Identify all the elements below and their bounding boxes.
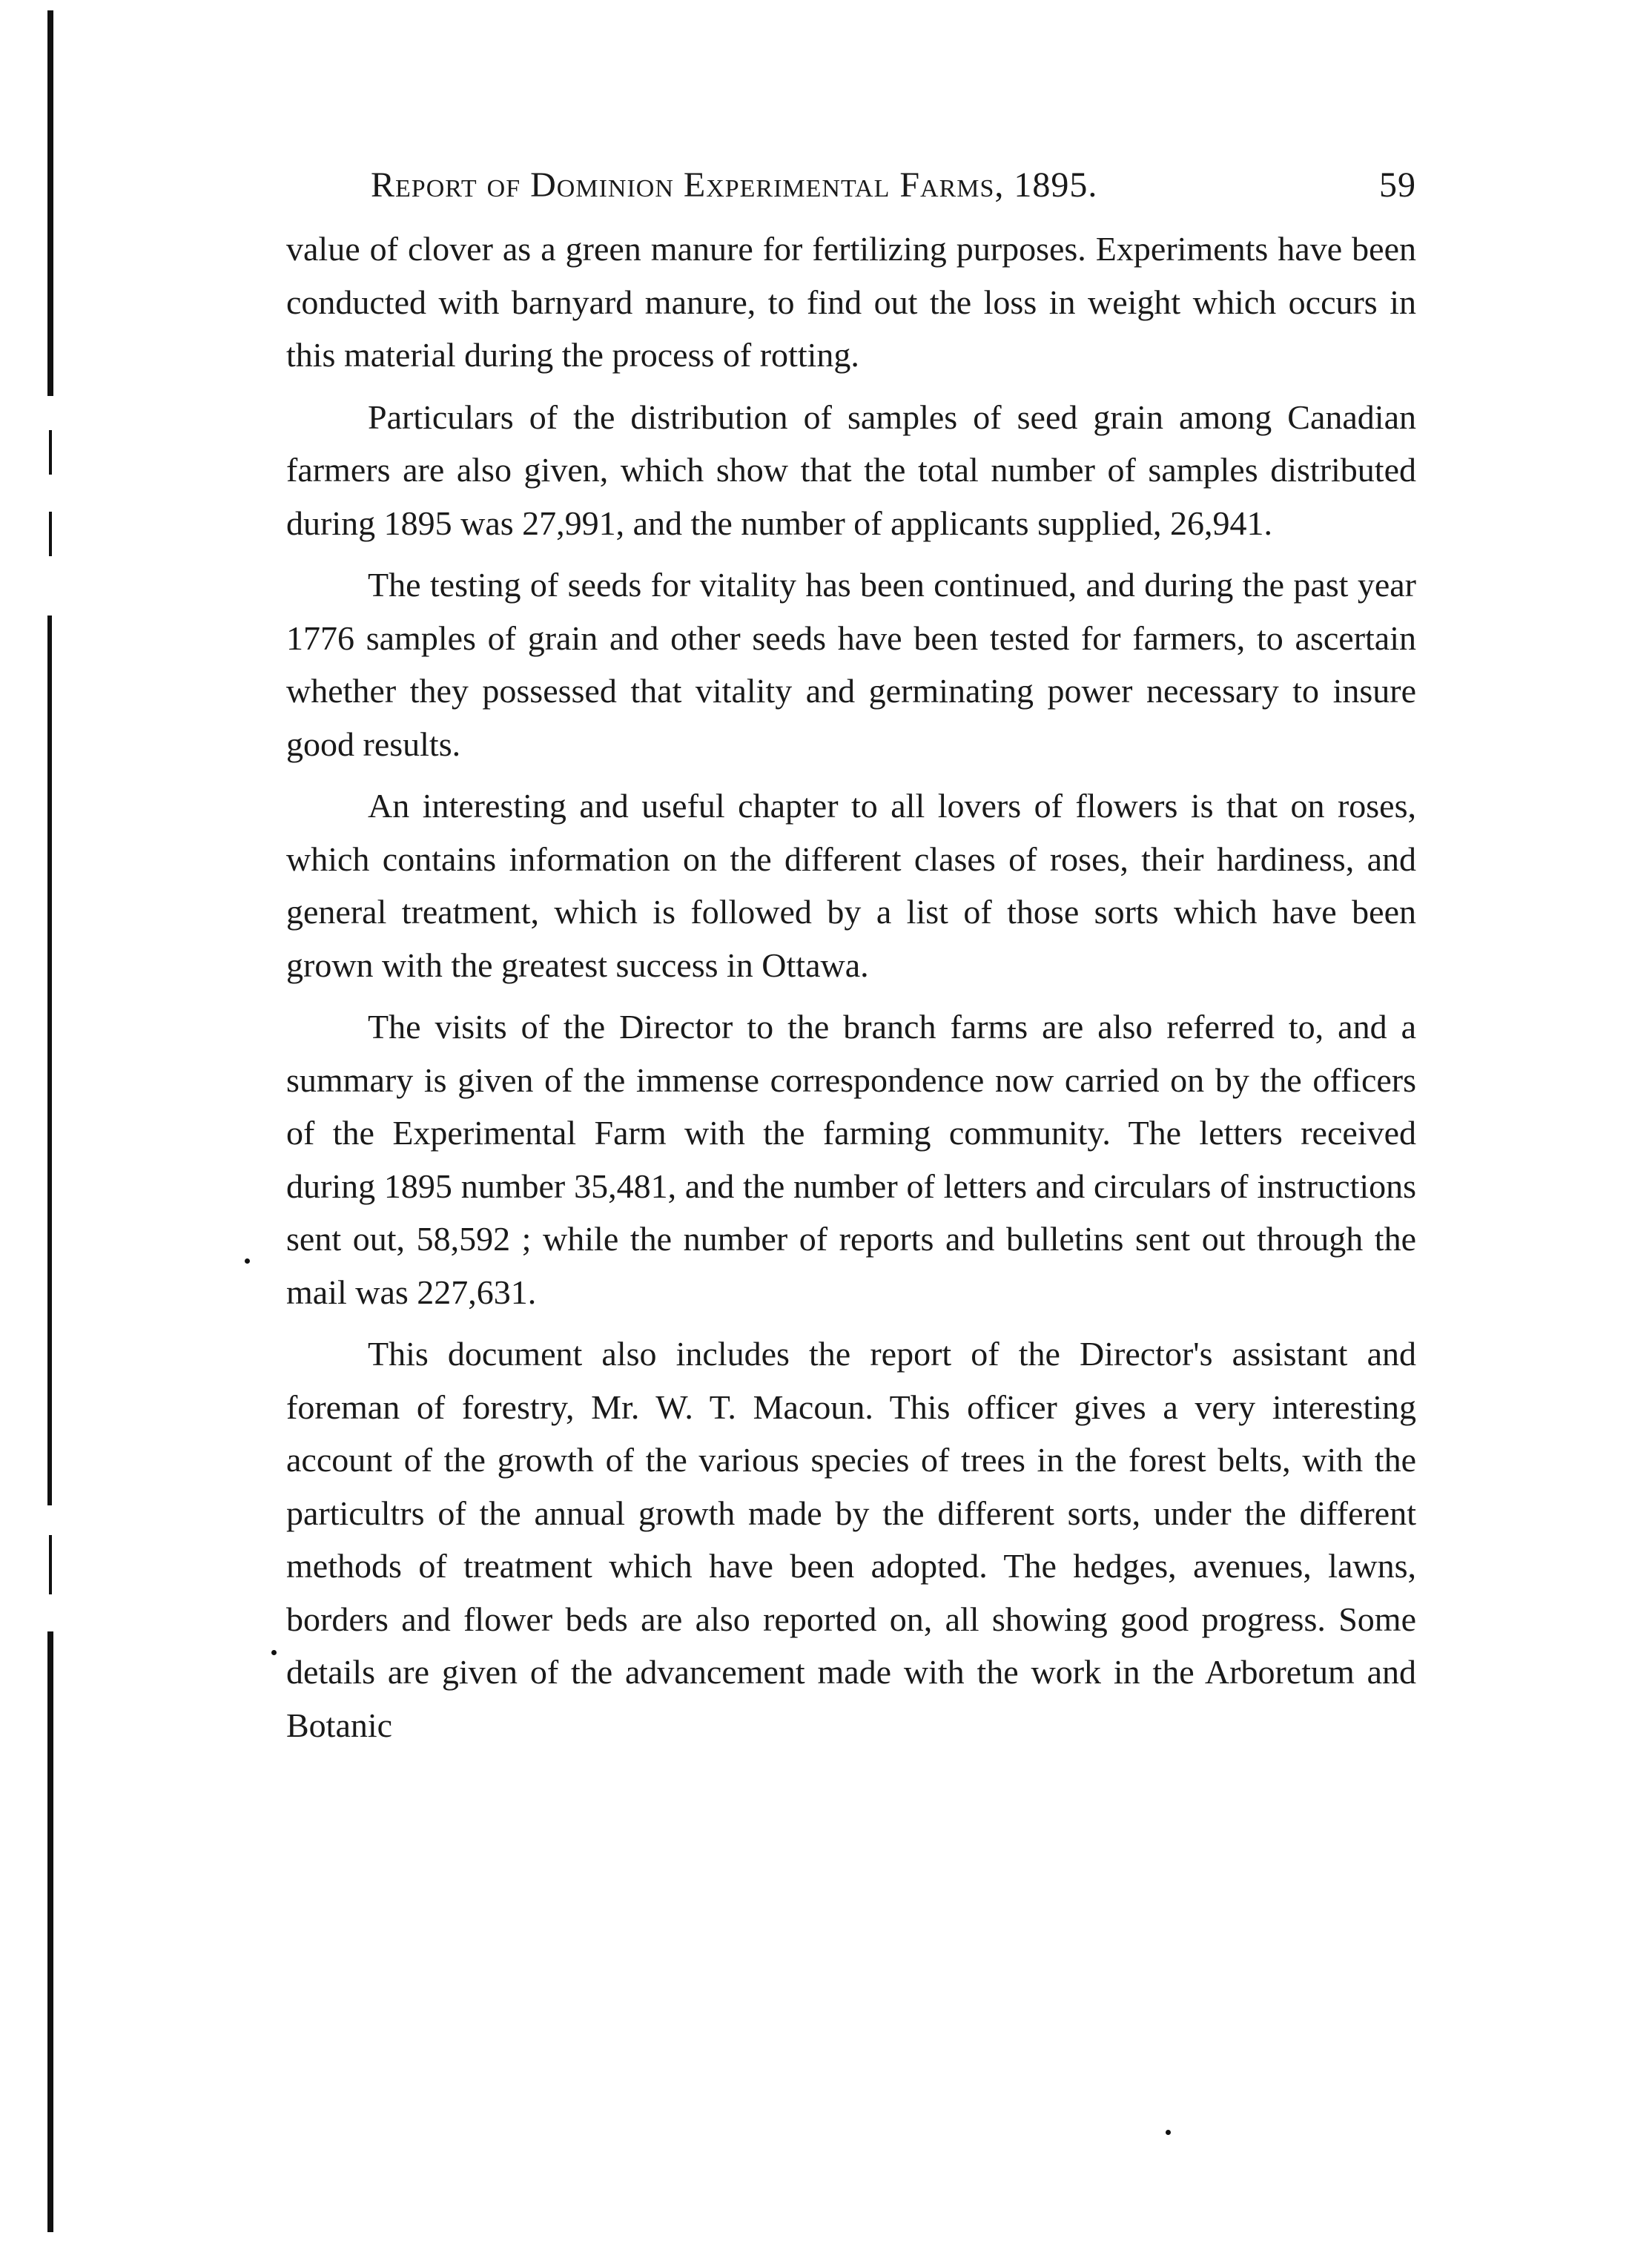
paragraph: This document also includes the report of the Director's assistant and foreman of forestry, Mr. W. T. Macoun. This officer gives a very interesting account of the growth of the various species of trees in the forest belts, with the particultrs of the annual growth made by the different sorts, under the different methods of treatment which have been adopted. The hedges, avenues, lawns, borders and flower beds are also reported on, all showing good progress. Some details are given of the advancement made with the work in the Arboretum and Botanic — [286, 1335, 1416, 1744]
running-header — [371, 165, 1416, 205]
scan-speck — [1166, 2130, 1171, 2135]
paragraph: value of clover as a green manure for fertilizing purposes. Experiments have been conducted with barnyard manure, to find out the loss in weight which occurs in this material during the process of rotting. — [286, 230, 1416, 374]
body-text — [286, 222, 1416, 1752]
binding-edge-mark — [47, 616, 52, 1505]
running-header-title: Report of Dominion Experimental Farms, 1895. — [371, 165, 1098, 205]
page-number: 59 — [1379, 165, 1416, 205]
paragraph: Particulars of the distribution of samples of seed grain among Canadian farmers are also given, which show that the total number of samples distributed during 1895 was 27,991, and the number of applicants supplied, 26,941. — [286, 397, 1416, 542]
binding-edge-mark — [47, 10, 53, 396]
scan-speck — [245, 1258, 250, 1264]
binding-edge-mark — [47, 1631, 53, 2232]
paragraph: The visits of the Director to the branch farms are also referred to, and a summary is given of the immense correspondence now carried on by the officers of the Experimental Farm with the farming community. The letters received during 1895 number 35,481, and the number of letters and circulars of instructions sent out, 58,592 ; while the number of reports and bulletins sent out through the mail was 227,631. — [286, 1008, 1416, 1311]
paragraph: The testing of seeds for vitality has been continued, and during the past year 1776 samples of grain and other seeds have been tested for farmers, to ascertain whether they possessed that vitality and germinating power necessary to insure good results. — [286, 566, 1416, 763]
binding-edge-mark — [49, 430, 52, 475]
binding-edge-mark — [49, 1535, 52, 1594]
paragraph: An interesting and useful chapter to all lovers of flowers is that on roses, which contains information on the different clases of roses, their hardiness, and general treatment, which is followed by a list of those sorts which have been grown with the greatest success in Ottawa. — [286, 787, 1416, 984]
binding-edge-mark — [49, 512, 52, 556]
scan-speck — [271, 1650, 277, 1655]
